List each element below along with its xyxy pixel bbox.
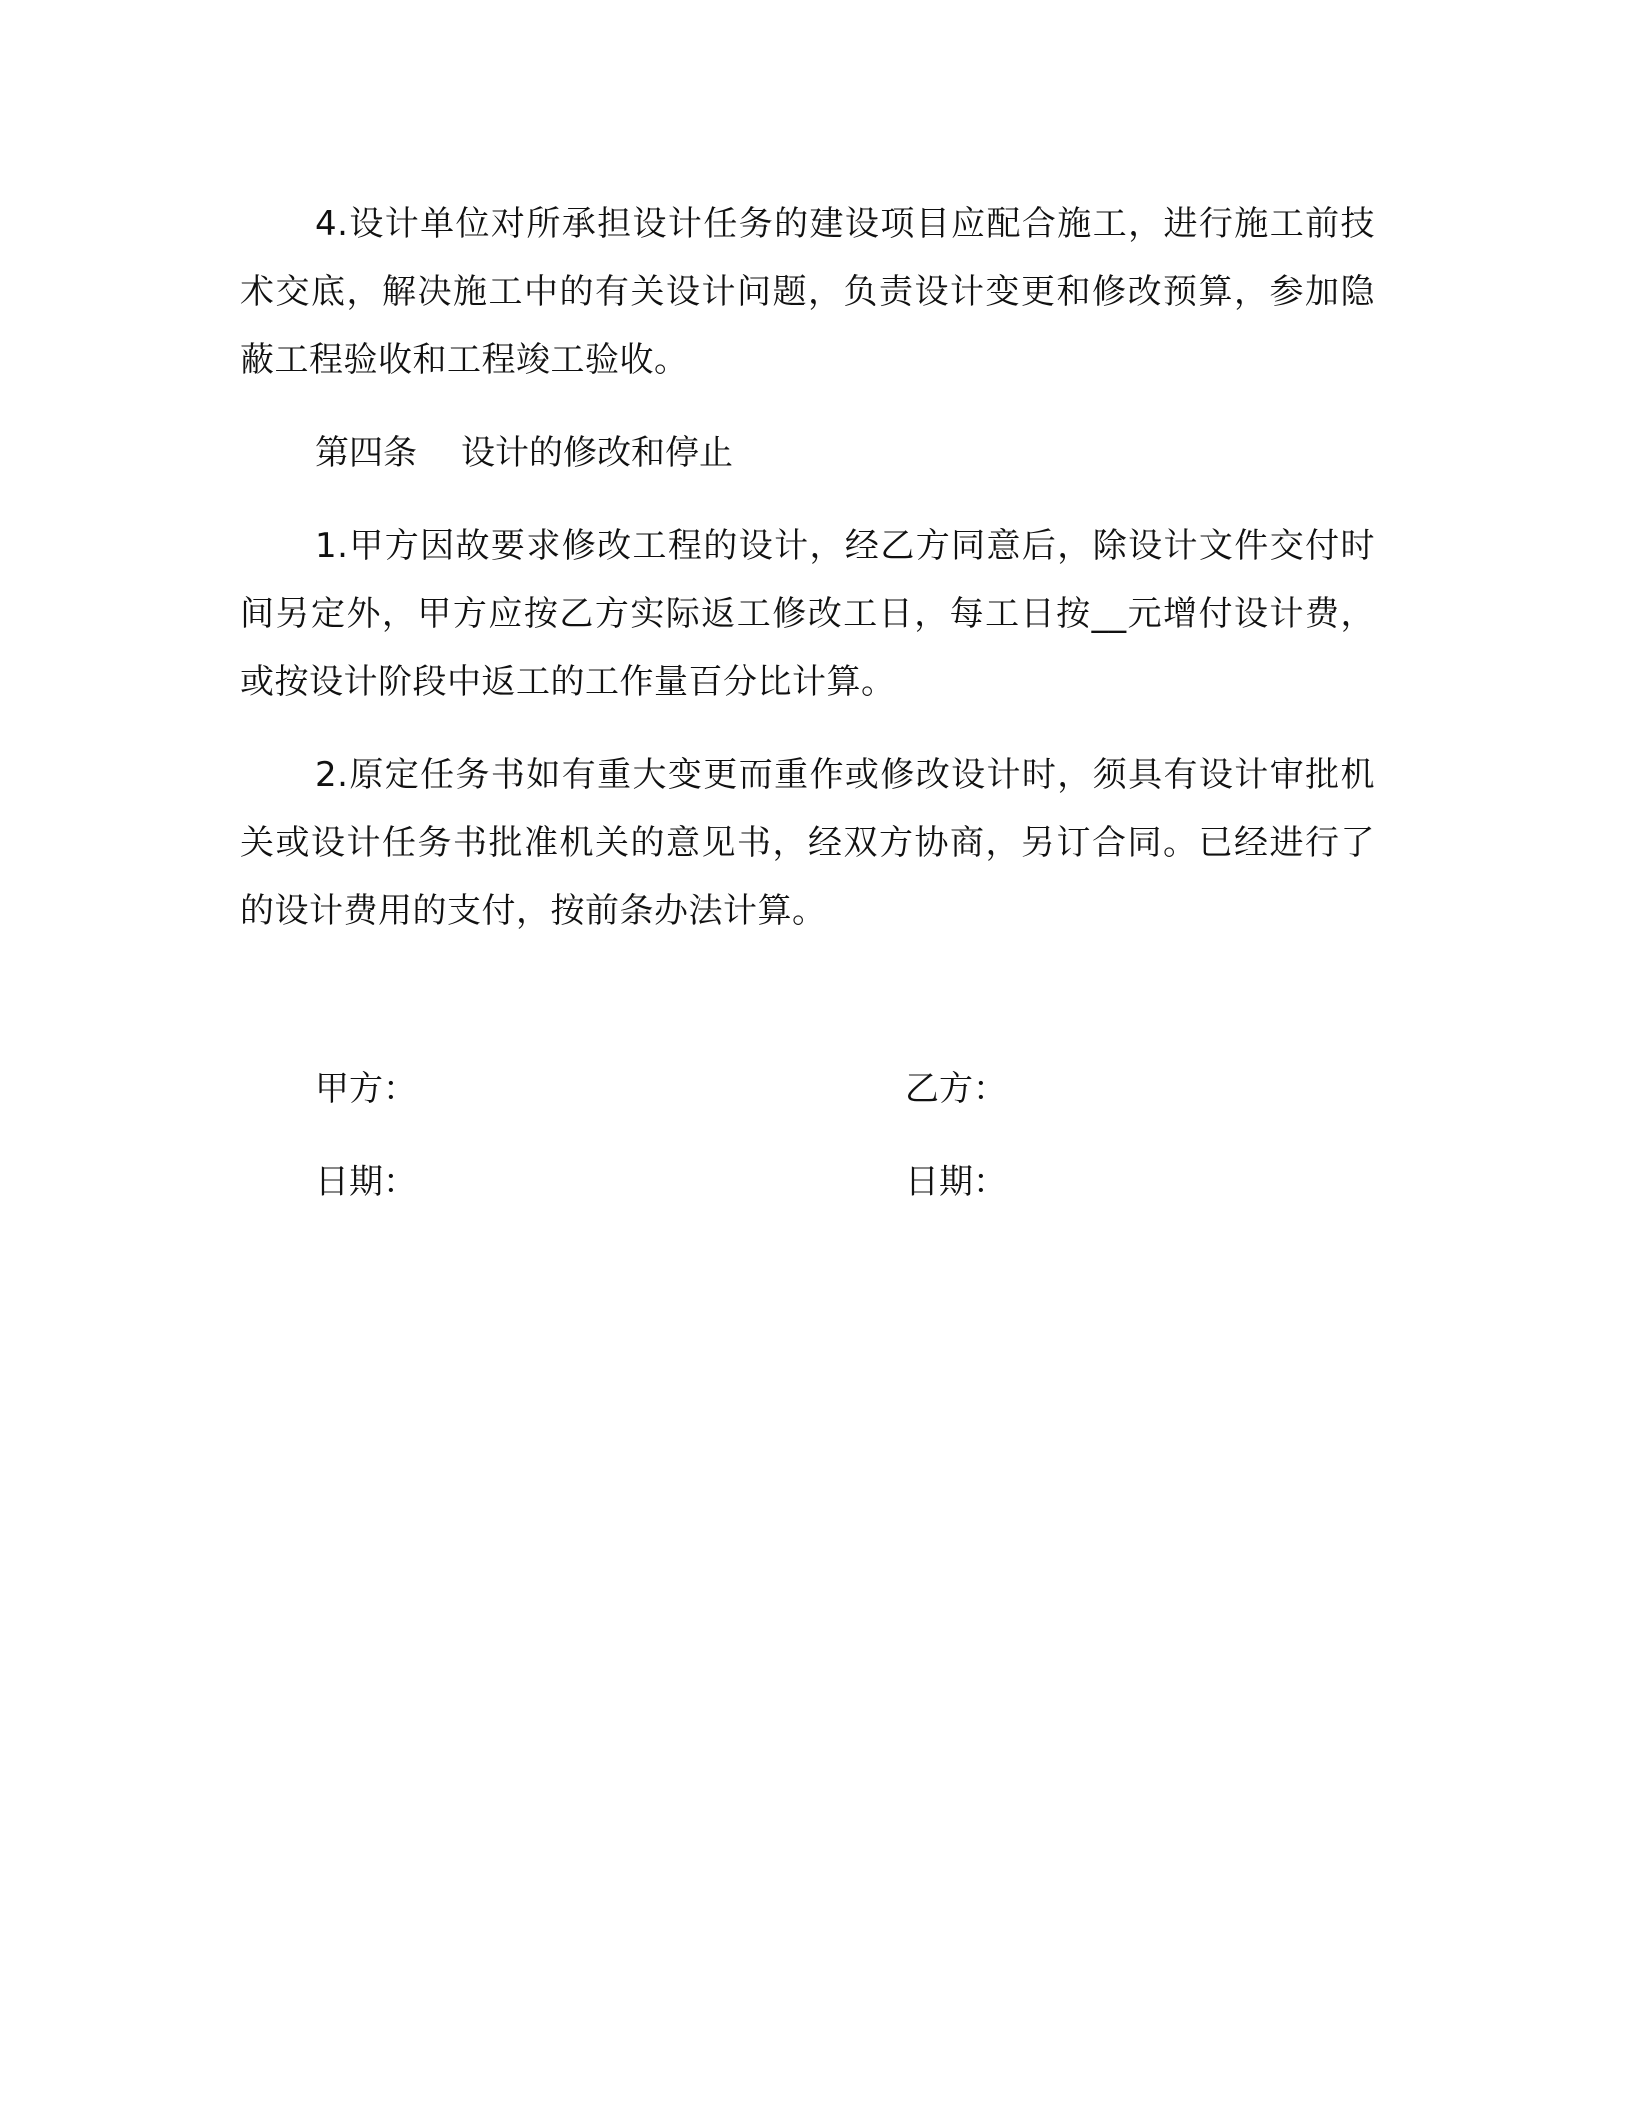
article-number: 第四条 [315,433,417,473]
party-a-label: 甲方： [315,1069,417,1109]
date-b-label: 日期： [905,1162,1007,1202]
article-title: 设计的修改和停止 [461,433,733,473]
party-b-label: 乙方： [905,1069,1007,1109]
date-a-label: 日期： [315,1162,417,1202]
paragraph-modification-fee: 1.甲方因故要求修改工程的设计，经乙方同意后，除设计文件交付时间另定外，甲方应按乙方实际返工修改工日，每工日按__元增付设计费，或按设计阶段中返工的工作量百分比计算。 [240,526,1375,702]
paragraph-design-cooperation: 4.设计单位对所承担设计任务的建设项目应配合施工，进行施工前技术交底，解决施工中的有关设计问题，负责设计变更和修改预算，参加隐蔽工程验收和工程竣工验收。 [240,204,1375,380]
document-body [240,190,1375,945]
article-heading [240,419,1375,487]
signature-block [315,1055,1215,1241]
date-row [315,1148,1215,1216]
party-row [315,1055,1215,1123]
paragraph-major-change: 2.原定任务书如有重大变更而重作或修改设计时，须具有设计审批机关或设计任务书批准机关的意见书，经双方协商，另订合同。已经进行了的设计费用的支付，按前条办法计算。 [240,755,1375,931]
